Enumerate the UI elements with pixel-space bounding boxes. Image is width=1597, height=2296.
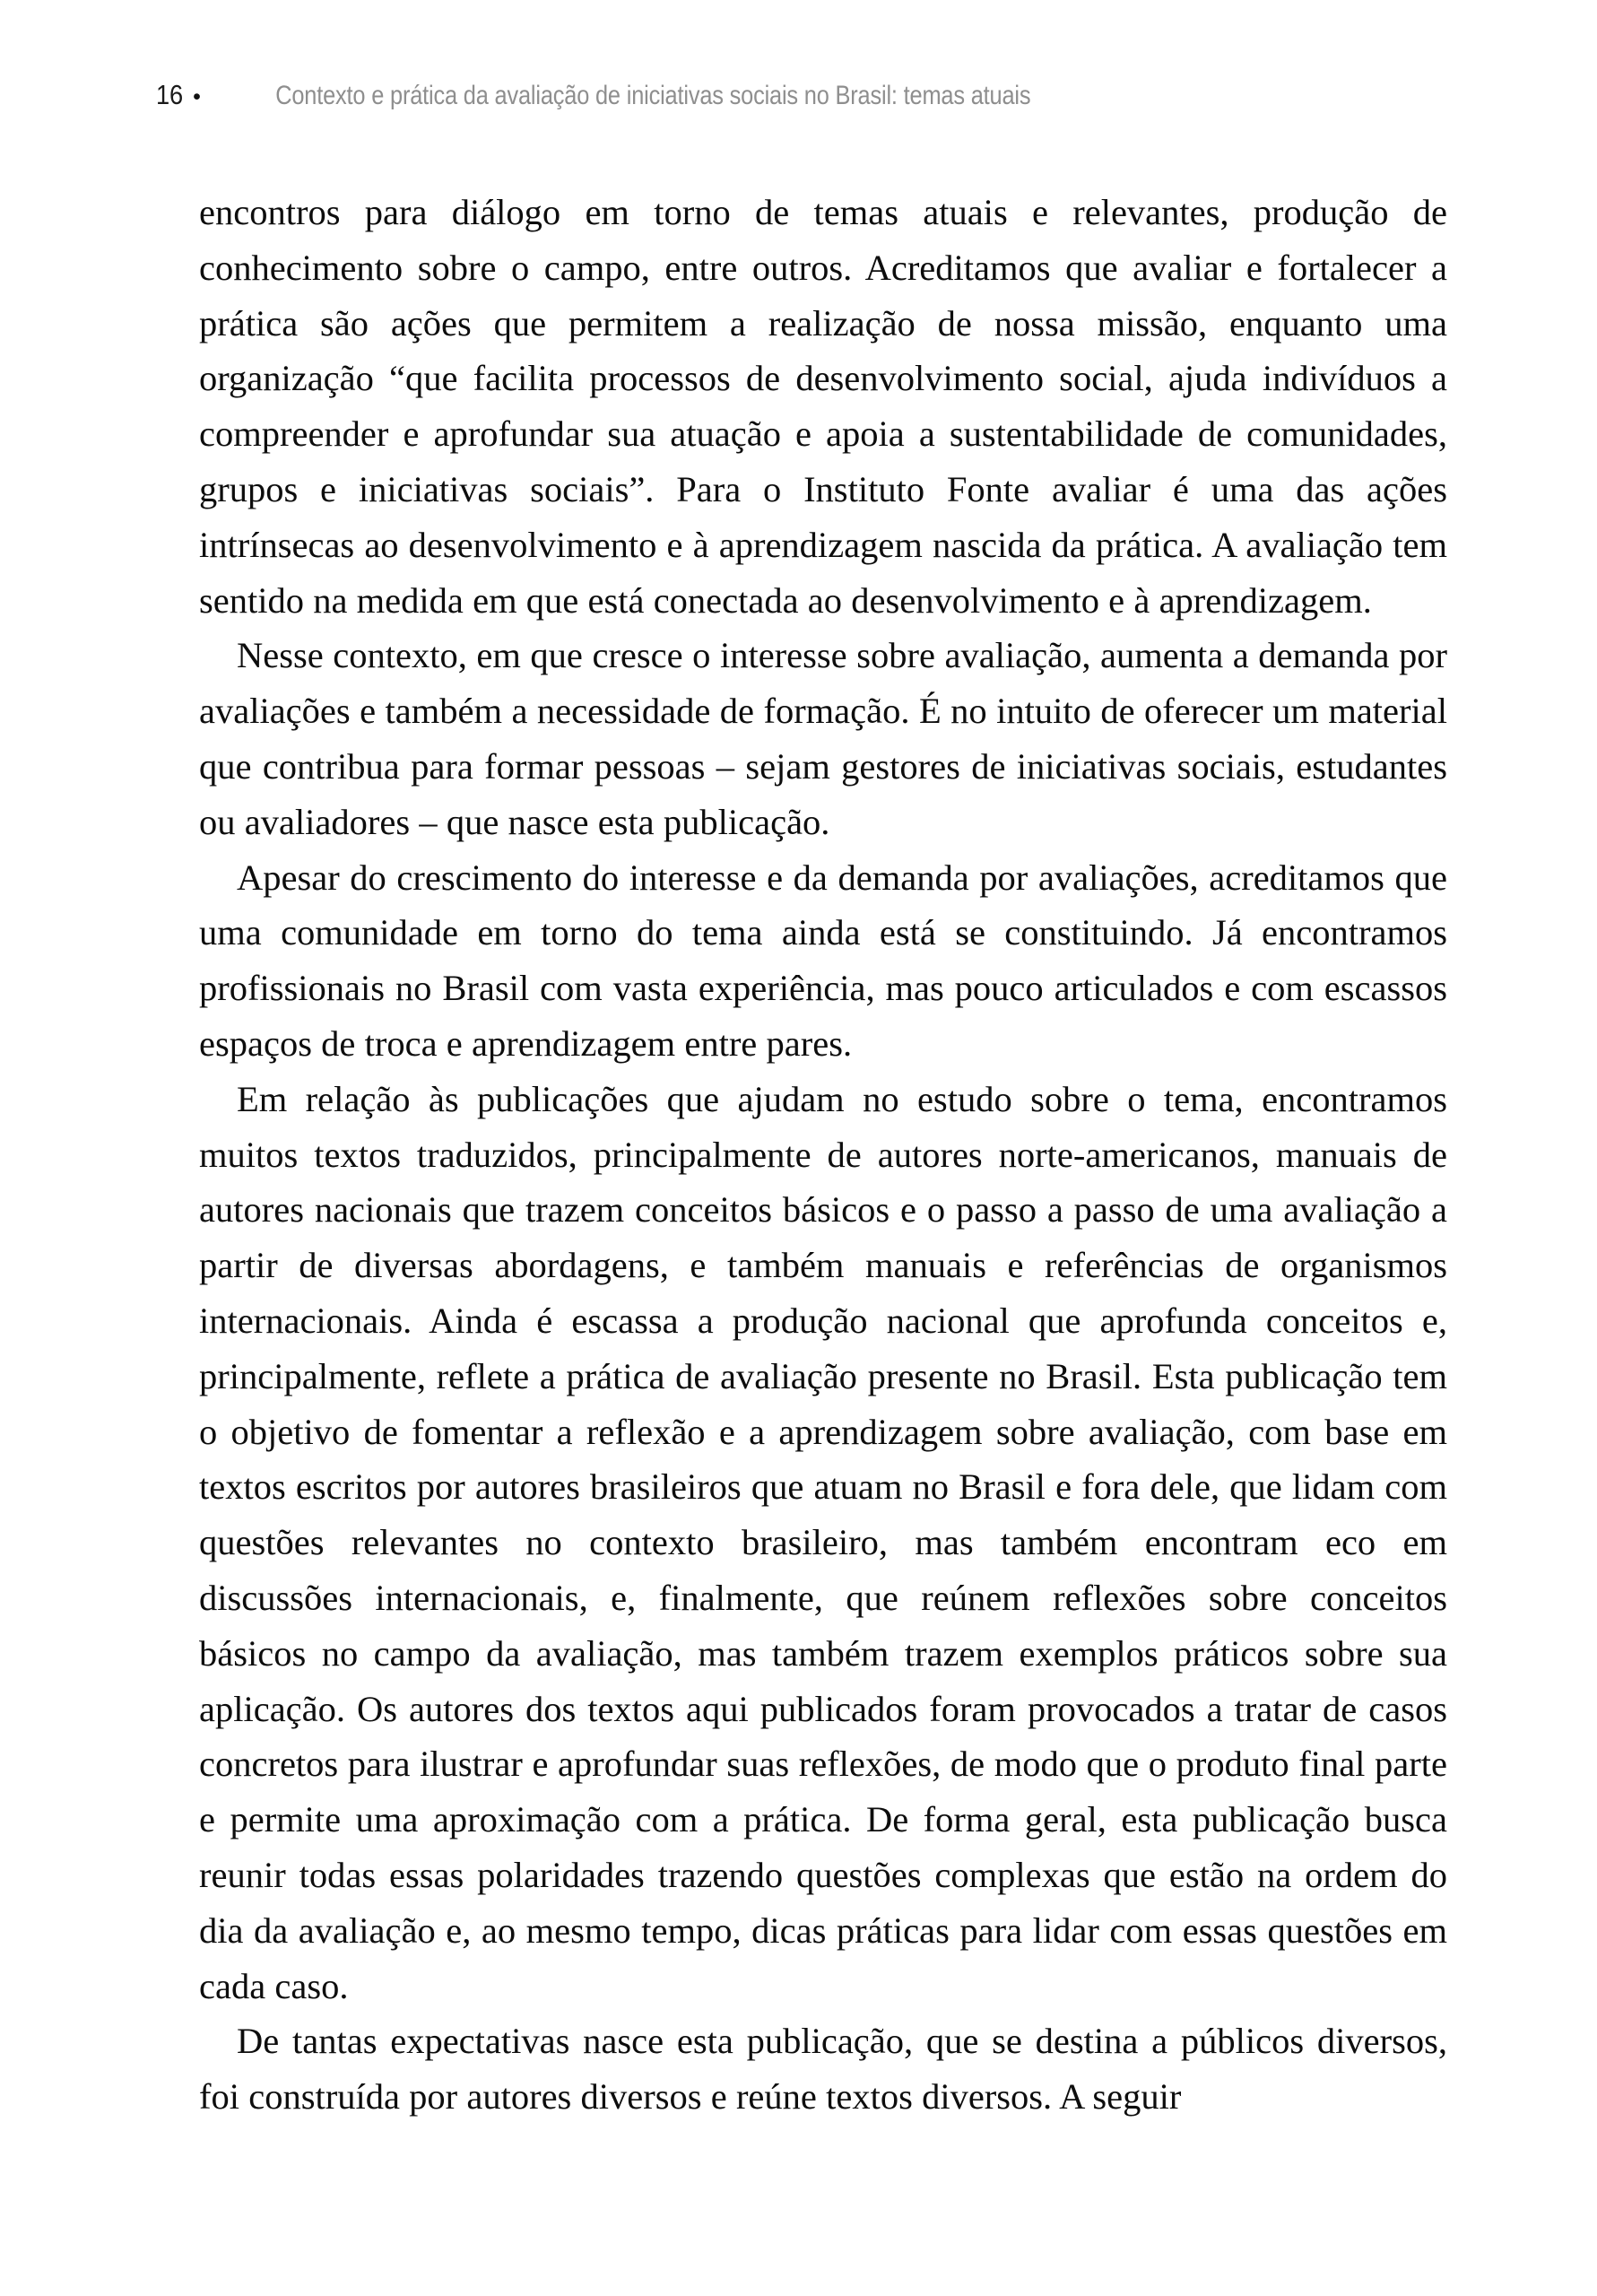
page-number: 16 (156, 79, 184, 110)
bullet-separator-icon: • (193, 84, 201, 109)
running-head (154, 79, 1099, 117)
paragraph-continued: encontros para diálogo em torno de temas atuais e relevantes, produção de conhecimento sobre o campo, entre outros. Acreditamos que avaliar e fortalecer a prática são ações que permitem a realização de nossa missão, enquanto uma organização “que facilita processos de desenvolvimento social, ajuda indivíduos a compreender e aprofundar sua atuação e apoia a sustentabilidade de comunidades, grupos e iniciativas sociais”. Para o Instituto Fonte avaliar é uma das ações intrínsecas ao desenvolvimento e à aprendizagem nascida da prática. A avaliação tem sentido na medida em que está conectada ao desenvolvimento e à aprendizagem. (199, 192, 1447, 621)
body-text-block (199, 185, 1447, 2125)
paragraph-nesse-contexto: Nesse contexto, em que cresce o interesse sobre avaliação, aumenta a demanda por avaliações e também a necessidade de formação. É no intuito de oferecer um material que contribua para formar pessoas – sejam gestores de iniciativas sociais, estudantes ou avaliadores – que nasce esta publicação. (199, 635, 1447, 842)
running-head-title: Contexto e prática da avaliação de iniciativas sociais no Brasil: temas atuais (274, 81, 1031, 110)
paragraph-apesar-do-crescimento: Apesar do crescimento do interesse e da demanda por avaliações, acreditamos que uma comunidade em torno do tema ainda está se constituindo. Já encontramos profissionais no Brasil com vasta experiência, mas pouco articulados e com escassos espaços de troca e aprendizagem entre pares. (199, 857, 1447, 1064)
paragraph-de-tantas: De tantas expectativas nasce esta publicação, que se destina a públicos diversos, foi construída por autores diversos e reúne textos diversos. A seguir (199, 2021, 1447, 2118)
paragraph-em-relacao: Em relação às publicações que ajudam no estudo sobre o tema, encontramos muitos textos traduzidos, principalmente de autores norte-americanos, manuais de autores nacionais que trazem conceitos básicos e o passo a passo de uma avaliação a partir de diversas abordagens, e também manuais e referências de organismos internacionais. Ainda é escassa a produção nacional que aprofunda conceitos e, principalmente, reflete a prática de avaliação presente no Brasil. Esta publicação tem o objetivo de fomentar a reflexão e a aprendizagem sobre avaliação, com base em textos escritos por autores brasileiros que atuam no Brasil e fora dele, que lidam com questões relevantes no contexto brasileiro, mas também encontram eco em discussões internacionais, e, finalmente, que reúnem reflexões sobre conceitos básicos no campo da avaliação, mas também trazem exemplos práticos sobre sua aplicação. Os autores dos textos aqui publicados foram provocados a tratar de casos concretos para ilustrar e aprofundar suas reflexões, de modo que o produto final parte e permite uma aproximação com a prática. De forma geral, esta publicação busca reunir todas essas polaridades trazendo questões complexas que estão na ordem do dia da avaliação e, ao mesmo tempo, dicas práticas para lidar com essas questões em cada caso. (199, 1078, 1447, 2006)
